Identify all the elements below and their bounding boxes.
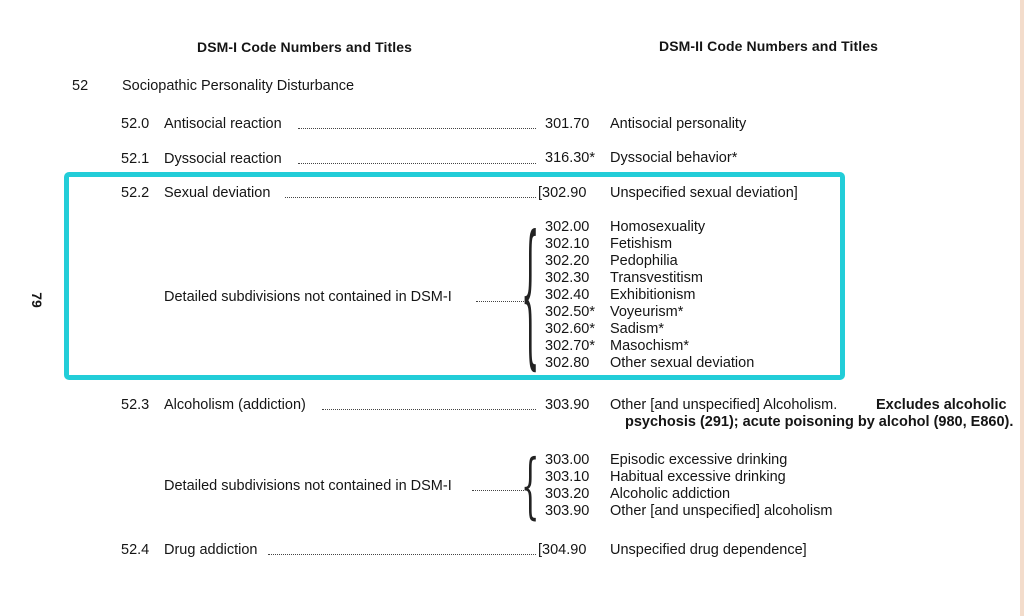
dsm1-title: Antisocial reaction	[164, 116, 282, 132]
leader-dots	[322, 409, 536, 410]
subdivision-label: Detailed subdivisions not contained in DSM-I	[164, 289, 452, 305]
dsm1-code: 52.2	[121, 185, 150, 201]
dsm2-code: [302.90	[538, 185, 587, 201]
dsm1-code: 52.0	[121, 116, 150, 132]
left-brace-icon: {	[521, 204, 540, 389]
page-edge-tint	[1020, 0, 1024, 616]
subdivision-label: Detailed subdivisions not contained in DSM-I	[164, 478, 452, 494]
highlight-box	[64, 172, 845, 389]
dsm2-title: Antisocial personality	[610, 116, 747, 132]
dsm2-title: Unspecified drug dependence]	[610, 542, 807, 558]
subdivision-titles: Homosexuality Fetishism Pedophilia Transvestitism Exhibitionism Voyeurism* Sadism* Masochism* Other sexual deviation	[610, 219, 755, 371]
subdivision-codes: 302.00 302.10 302.20 302.30 302.40 302.50* 302.60* 302.70* 302.80	[545, 219, 595, 371]
dsm1-title: Sexual deviation	[164, 185, 271, 201]
dsm1-code: 52.4	[121, 542, 150, 558]
dsm2-title-exclusion-cont: psychosis (291); acute poisoning by alcohol (980, E860).	[625, 414, 1014, 430]
section-title: Sociopathic Personality Disturbance	[122, 78, 355, 94]
dsm1-code: 52.3	[121, 397, 150, 413]
leader-dots	[298, 163, 536, 164]
section-code: 52	[72, 78, 89, 94]
dsm1-column-header: DSM-I Code Numbers and Titles	[197, 39, 413, 55]
page-number: 79	[28, 292, 45, 308]
leader-dots	[472, 490, 524, 491]
dsm2-title: Other [and unspecified] Alcoholism.	[610, 397, 838, 413]
subdivision-codes: 303.00 303.10 303.20 303.90	[545, 452, 590, 519]
dsm2-code: 301.70	[545, 116, 590, 132]
leader-dots	[298, 128, 536, 129]
dsm2-column-header: DSM-II Code Numbers and Titles	[659, 38, 878, 54]
dsm1-title: Drug addiction	[164, 542, 258, 558]
subdivision-titles: Episodic excessive drinking Habitual excessive drinking Alcoholic addiction Other [and unspecified] alcoholism	[610, 452, 833, 519]
left-brace-icon: {	[521, 444, 540, 529]
dsm2-title: Unspecified sexual deviation]	[610, 185, 798, 201]
dsm2-code: 303.90	[545, 397, 590, 413]
dsm1-code: 52.1	[121, 151, 150, 167]
dsm1-title: Alcoholism (addiction)	[164, 397, 306, 413]
dsm2-title: Dyssocial behavior*	[610, 150, 738, 166]
dsm2-code: [304.90	[538, 542, 587, 558]
dsm1-title: Dyssocial reaction	[164, 151, 282, 167]
dsm2-code: 316.30*	[545, 150, 595, 166]
leader-dots	[268, 554, 536, 555]
dsm2-title-exclusion: Excludes alcoholic	[876, 397, 1007, 413]
